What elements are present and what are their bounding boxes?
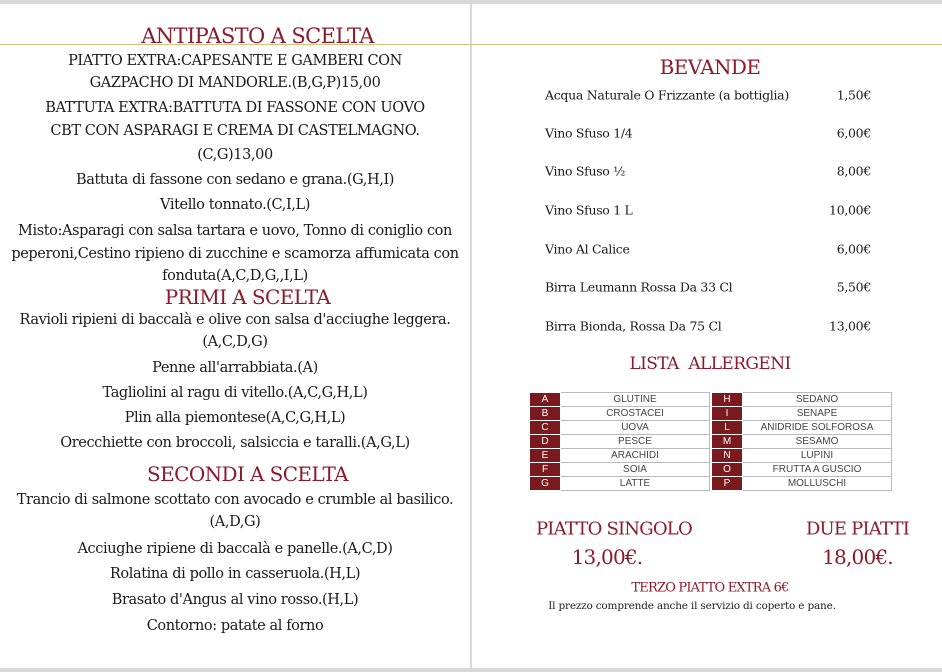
allergen-row [712,477,892,491]
allergen-row [530,477,710,491]
primi-menu-line: (A,C,D,G) [202,334,268,350]
allergen-code: N [712,449,743,463]
allergen-code: F [530,463,561,477]
allergen-name: PESCE [561,435,710,449]
allergen-code: A [530,393,561,407]
allergen-row [530,421,710,435]
drink-item [545,280,871,295]
allergen-code: H [712,393,743,407]
drink-name: Vino Sfuso 1/4 [545,125,633,141]
secondi-menu-line: (A,D,G) [209,514,261,530]
allergen-row [530,463,710,477]
primi-menu-line: Orecchiette con broccoli, salsiccia e taralli.(A,G,L) [60,435,410,451]
allergen-row [712,463,892,477]
drink-item [545,319,871,334]
piatto-singolo-price: 13,00€. [571,545,643,569]
allergen-row [712,435,892,449]
allergen-name: CROSTACEI [561,407,710,421]
secondi-title: SECONDI A SCELTA [147,462,348,486]
allergen-name: LUPINI [743,449,892,463]
allergen-row [530,435,710,449]
drink-price: 13,00€ [829,318,871,334]
drink-price: 5,50€ [836,279,871,295]
allergen-row [712,407,892,421]
drink-item [545,164,871,179]
drink-name: Vino Sfuso 1 L [545,202,633,218]
allergen-name: ARACHIDI [561,449,710,463]
allergen-code: B [530,407,561,421]
allergen-name: MOLLUSCHI [743,477,892,491]
allergen-code: G [530,477,561,491]
drink-name: Birra Bionda, Rossa Da 75 Cl [545,318,722,334]
primi-menu-line: Plin alla piemontese(A,C,G,H,L) [124,410,346,426]
due-piatti-price: 18,00€. [822,545,893,569]
drink-item [545,242,871,257]
allergen-name: SESAMO [743,435,892,449]
allergen-code: M [712,435,743,449]
antipasti-menu-line: peperoni,Cestino ripieno di zucchine e scamorza affumicata con [11,246,459,262]
bevande-title: BEVANDE [659,55,761,79]
allergen-code: O [712,463,743,477]
antipasti-menu-line: Battuta di fassone con sedano e grana.(G,H,I) [75,172,395,188]
secondi-menu-line: Contorno: patate al forno [146,618,324,634]
drink-price: 8,00€ [836,163,871,179]
allergen-name: SOIA [561,463,710,477]
primi-menu-line: Ravioli ripieni di baccalà e olive con salsa d'acciughe leggera. [19,312,451,328]
secondi-menu-line: Rolatina di pollo in casseruola.(H,L) [109,566,361,582]
antipasti-menu-line: Vitello tonnato.(C,I,L) [160,197,310,213]
allergen-table-right [711,392,892,491]
drink-price: 6,00€ [836,241,871,257]
antipasti-menu-line: CBT CON ASPARAGI E CREMA DI CASTELMAGNO. [50,123,420,139]
allergen-name: UOVA [561,421,710,435]
price-note: Il prezzo comprende anche il servizio di coperto e pane. [548,600,836,612]
allergen-code: E [530,449,561,463]
drink-price: 6,00€ [836,125,871,141]
allergen-code: D [530,435,561,449]
secondi-menu-line: Trancio di salmone scottato con avocado e crumble al basilico. [16,492,454,508]
drink-name: Vino Sfuso ½ [545,163,626,179]
terzo-piatto-extra: TERZO PIATTO EXTRA 6€ [631,580,789,596]
secondi-menu-line: Acciughe ripiene di baccalà e panelle.(A,C,D) [77,541,393,557]
allergen-code: C [530,421,561,435]
drink-item [545,203,871,218]
allergen-name: LATTE [561,477,710,491]
allergen-name: GLUTINE [561,393,710,407]
allergen-row [530,393,710,407]
secondi-menu-line: Brasato d'Angus al vino rosso.(H,L) [111,592,359,608]
drink-price: 1,50€ [836,87,871,103]
allergen-code: L [712,421,743,435]
antipasti-menu-line: BATTUTA EXTRA:BATTUTA DI FASSONE CON UOVO [45,100,425,116]
antipasti-menu-line: Misto:Asparagi con salsa tartara e uovo, Tonno di coniglio con [18,223,452,239]
antipasti-menu-line: GAZPACHO DI MANDORLE.(B,G,P)15,00 [89,75,381,91]
drink-item [545,126,871,141]
allergen-row [712,393,892,407]
allergen-table-left [529,392,710,491]
antipasti-menu-line: PIATTO EXTRA:CAPESANTE E GAMBERI CON [68,53,402,69]
allergen-row [712,421,892,435]
primi-menu-line: Penne all'arrabbiata.(A) [152,360,318,376]
allergen-row [530,449,710,463]
allergen-row [712,449,892,463]
allergeni-title: LISTA ALLERGENI [629,354,791,374]
drink-price: 10,00€ [829,202,871,218]
antipasti-menu-line: fonduta(A,C,D,G,,I,L) [162,268,308,284]
drink-name: Birra Leumann Rossa Da 33 Cl [545,279,733,295]
allergen-name: FRUTTA A GUSCIO [743,463,892,477]
allergen-name: SEDANO [743,393,892,407]
drink-item [545,88,871,103]
antipasti-menu-line: (C,G)13,00 [197,147,273,163]
primi-title: PRIMI A SCELTA [164,285,331,309]
antipasti-title: ANTIPASTO A SCELTA [141,24,374,48]
allergen-row [530,407,710,421]
primi-menu-line: Tagliolini al ragu di vitello.(A,C,G,H,L) [102,385,368,401]
allergen-code: P [712,477,743,491]
due-piatti-label: DUE PIATTI [805,518,910,540]
allergen-code: I [712,407,743,421]
drink-name: Acqua Naturale O Frizzante (a bottiglia) [545,87,789,103]
piatto-singolo-label: PIATTO SINGOLO [536,518,692,540]
allergen-name: ANIDRIDE SOLFOROSA [743,421,892,435]
drink-name: Vino Al Calice [545,241,630,257]
allergen-name: SENAPE [743,407,892,421]
